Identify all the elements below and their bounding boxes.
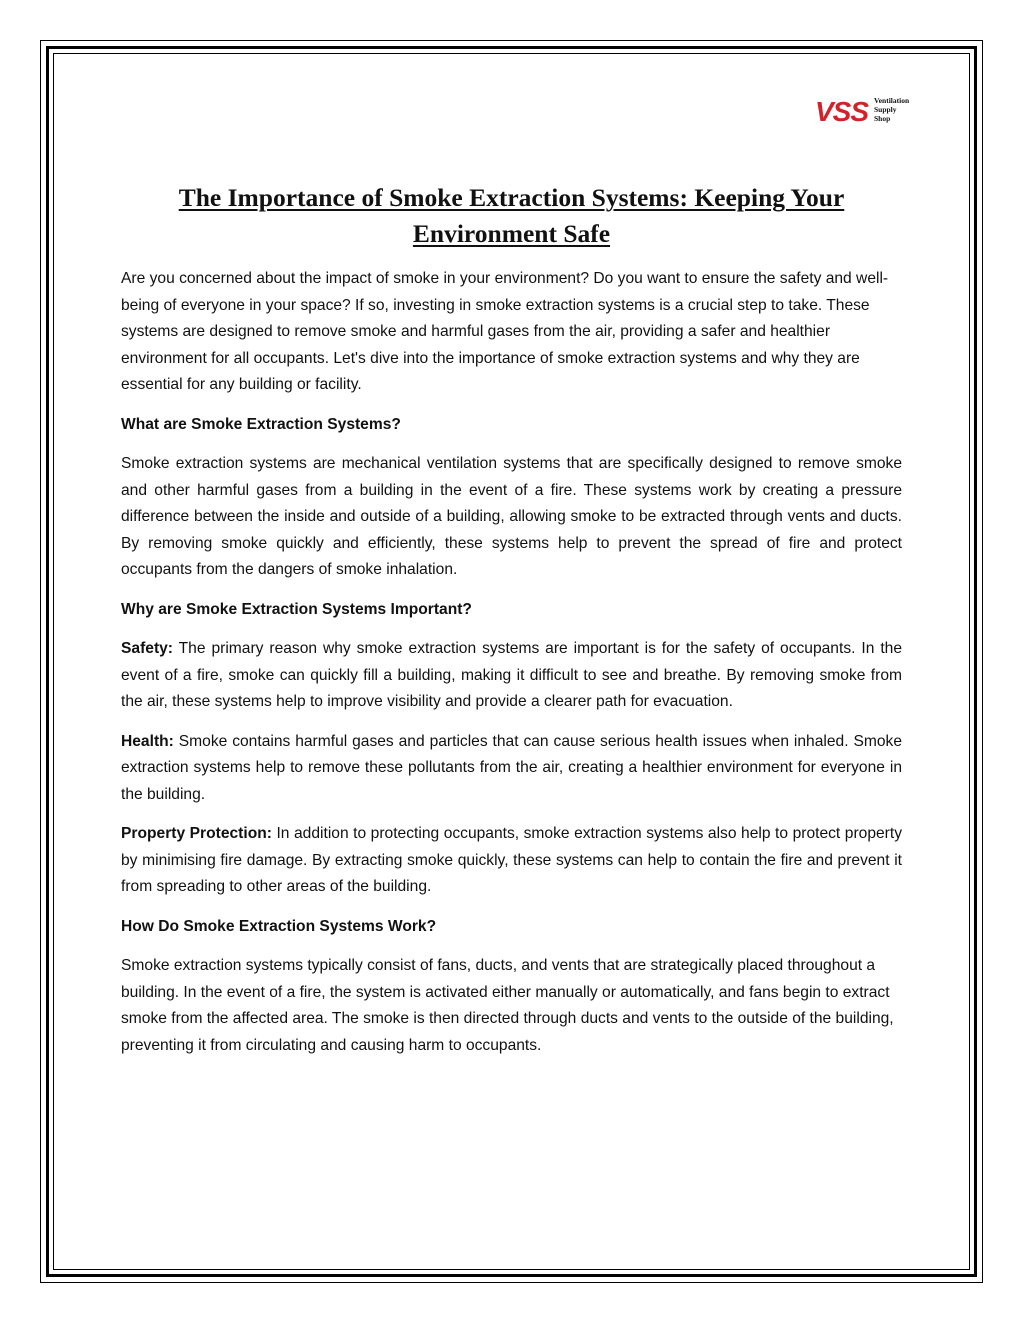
point-safety-text: The primary reason why smoke extraction systems are important is for the safety of occupants. In the event of a fire, smoke can quickly fill a building, making it difficult to see and breathe. By removing smoke from the air, these systems help to improve visibility and provide a clearer path for evacuation.	[121, 640, 902, 710]
section-body-how: Smoke extraction systems typically consist of fans, ducts, and vents that are strategically placed throughout a building. In the event of a fire, the system is activated either manually or automatically, and fans begin to extract smoke from the affected area. The smoke is then directed through ducts and vents to the outside of the building, preventing it from circulating and causing harm to occupants.	[121, 957, 894, 1054]
section-heading-how: How Do Smoke Extraction Systems Work?	[121, 917, 437, 935]
section-body-what: Smoke extraction systems are mechanical ventilation systems that are specifically designed to remove smoke and other harmful gases from a building in the event of a fire. These systems work by creating a pressure difference between the inside and outside of a building, allowing smoke to be extracted through vents and ducts. By removing smoke quickly and efficiently, these systems help to prevent the spread of fire and protect occupants from the dangers of smoke inhalation.	[121, 455, 902, 578]
point-property-lead: Property Protection:	[121, 825, 272, 842]
logo-mark: VSS	[815, 96, 869, 127]
vss-logo	[815, 94, 910, 127]
logo-line-3: Shop	[874, 114, 891, 123]
point-health-lead: Health:	[121, 732, 174, 750]
point-property	[121, 821, 902, 901]
logo-line-2: Supply	[874, 105, 897, 114]
point-health-text: Smoke contains harmful gases and particles that can cause serious health issues when inhaled. Smoke extraction systems help to remove these pollutants from the air, creating a healthier environment for everyone in the building.	[121, 732, 902, 803]
point-safety-lead: Safety:	[121, 640, 173, 657]
point-property-text: In addition to protecting occupants, smoke extraction systems also help to protect property by minimising fire damage. By extracting smoke quickly, these systems can help to contain the fire and prevent it from spreading to other areas of the building.	[121, 825, 902, 895]
point-safety	[121, 636, 902, 716]
document-body	[121, 180, 902, 1072]
section-heading-why: Why are Smoke Extraction Systems Important?	[121, 600, 472, 618]
point-health	[121, 729, 902, 809]
title-line-1: The Importance of Smoke Extraction Systems: Keeping Your	[178, 183, 845, 212]
logo-line-1: Ventilation	[874, 96, 910, 105]
section-heading-what: What are Smoke Extraction Systems?	[121, 415, 401, 433]
title-line-2: Environment Safe	[412, 219, 611, 248]
intro-paragraph: Are you concerned about the impact of smoke in your environment? Do you want to ensure the safety and well-being of everyone in your space? If so, investing in smoke extraction systems is a crucial step to take. These systems are designed to remove smoke and harmful gases from the air, providing a safer and healthier environment for all occupants. Let's dive into the importance of smoke extraction systems and why they are essential for any building or facility.	[121, 270, 889, 393]
page-title	[121, 180, 902, 252]
